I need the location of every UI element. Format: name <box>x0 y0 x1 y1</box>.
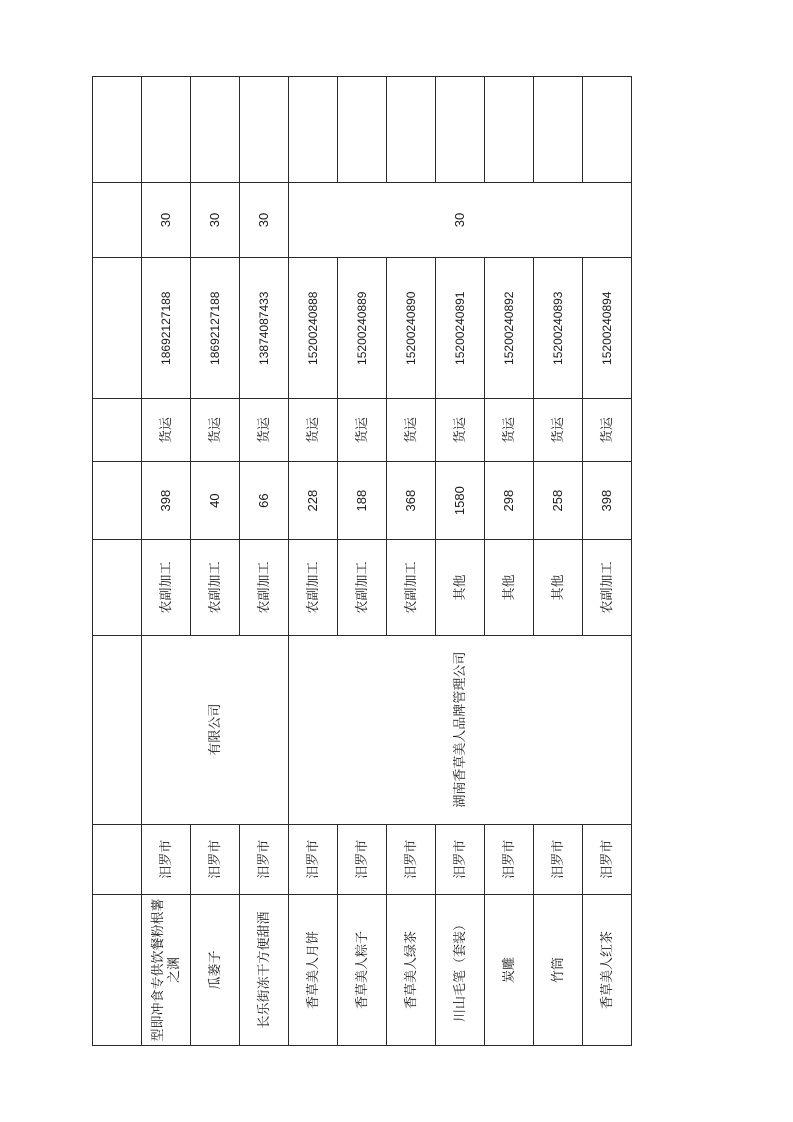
cell-product-name: 长乐街冻干方便甜酒 <box>239 895 288 1046</box>
cell-price: 40 <box>190 462 239 540</box>
cell-remark <box>239 77 288 183</box>
cell-city: 汨罗市 <box>337 824 386 894</box>
header-cell-price <box>92 462 141 540</box>
cell-phone: 18692127188 <box>190 258 239 399</box>
header-cell-name <box>92 895 141 1046</box>
cell-shipping: 货运 <box>484 399 533 462</box>
cell-category: 农副加工 <box>386 540 435 636</box>
cell-category: 其他 <box>435 540 484 636</box>
cell-remark <box>582 77 631 183</box>
cell-product-name: 炭雕 <box>484 895 533 1046</box>
cell-shipping: 货运 <box>435 399 484 462</box>
cell-product-name: 香草美人粽子 <box>337 895 386 1046</box>
cell-price: 258 <box>533 462 582 540</box>
cell-company-merged-bottom: 湖南香草美人品牌管理公司 <box>288 635 631 824</box>
cell-price: 228 <box>288 462 337 540</box>
cell-phone: 15200240890 <box>386 258 435 399</box>
cell-phone: 15200240889 <box>337 258 386 399</box>
cell-remark <box>190 77 239 183</box>
cell-shipping: 货运 <box>288 399 337 462</box>
cell-city: 汨罗市 <box>484 824 533 894</box>
cell-category: 农副加工 <box>288 540 337 636</box>
table-row <box>141 77 190 1046</box>
cell-city: 汨罗市 <box>582 824 631 894</box>
header-cell-shipping <box>92 399 141 462</box>
rotated-table-wrapper <box>92 76 702 1046</box>
cell-price: 188 <box>337 462 386 540</box>
table-row <box>239 77 288 1046</box>
header-cell-phone <box>92 258 141 399</box>
cell-city: 汨罗市 <box>239 824 288 894</box>
cell-shipping: 货运 <box>141 399 190 462</box>
cell-category: 农副加工 <box>337 540 386 636</box>
cell-phone: 15200240891 <box>435 258 484 399</box>
cell-city: 汨罗市 <box>288 824 337 894</box>
cell-qty: 30 <box>141 182 190 258</box>
cell-category: 农副加工 <box>141 540 190 636</box>
cell-shipping: 货运 <box>337 399 386 462</box>
cell-shipping: 货运 <box>239 399 288 462</box>
cell-product-name: 香草美人月饼 <box>288 895 337 1046</box>
cell-phone: 15200240893 <box>533 258 582 399</box>
cell-company-merged-top: 有限公司 <box>141 635 288 824</box>
cell-product-name: 瓜蒌子 <box>190 895 239 1046</box>
cell-phone: 15200240892 <box>484 258 533 399</box>
cell-product-name: 香草美人红茶 <box>582 895 631 1046</box>
cell-shipping: 货运 <box>533 399 582 462</box>
cell-city: 汨罗市 <box>141 824 190 894</box>
cell-product-name: 型即冲食专供饮餐粉根薯之渊 <box>141 895 190 1046</box>
cell-remark <box>386 77 435 183</box>
cell-city: 汨罗市 <box>386 824 435 894</box>
cell-shipping: 货运 <box>582 399 631 462</box>
cell-product-name: 竹筒 <box>533 895 582 1046</box>
cell-category: 农副加工 <box>190 540 239 636</box>
header-cell-city <box>92 824 141 894</box>
cell-qty: 30 <box>239 182 288 258</box>
cell-shipping: 货运 <box>386 399 435 462</box>
cell-category: 农副加工 <box>239 540 288 636</box>
cell-price: 298 <box>484 462 533 540</box>
product-table <box>92 76 632 1046</box>
cell-shipping: 货运 <box>190 399 239 462</box>
cell-category: 其他 <box>484 540 533 636</box>
cell-remark <box>484 77 533 183</box>
cell-phone: 15200240888 <box>288 258 337 399</box>
cell-remark <box>288 77 337 183</box>
cell-category: 其他 <box>533 540 582 636</box>
cell-product-name: 香草美人绿茶 <box>386 895 435 1046</box>
table-row <box>288 77 337 1046</box>
cell-price: 368 <box>386 462 435 540</box>
cell-product-name: 川山毛笔（套装） <box>435 895 484 1046</box>
header-cell-company <box>92 635 141 824</box>
cell-remark <box>337 77 386 183</box>
cell-price: 398 <box>582 462 631 540</box>
header-cell-qty <box>92 182 141 258</box>
cell-qty: 30 <box>190 182 239 258</box>
cell-price: 1580 <box>435 462 484 540</box>
cell-phone: 15200240894 <box>582 258 631 399</box>
cell-qty-merged: 30 <box>288 182 631 258</box>
table-row <box>190 77 239 1046</box>
cell-price: 66 <box>239 462 288 540</box>
header-cell-category <box>92 540 141 636</box>
cell-remark <box>533 77 582 183</box>
cell-remark <box>141 77 190 183</box>
cell-phone: 13874087433 <box>239 258 288 399</box>
cell-city: 汨罗市 <box>190 824 239 894</box>
cell-price: 398 <box>141 462 190 540</box>
cell-city: 汨罗市 <box>435 824 484 894</box>
table-header-row <box>92 77 141 1046</box>
cell-remark <box>435 77 484 183</box>
cell-phone: 18692127188 <box>141 258 190 399</box>
cell-category: 农副加工 <box>582 540 631 636</box>
header-cell-remark <box>92 77 141 183</box>
cell-city: 汨罗市 <box>533 824 582 894</box>
